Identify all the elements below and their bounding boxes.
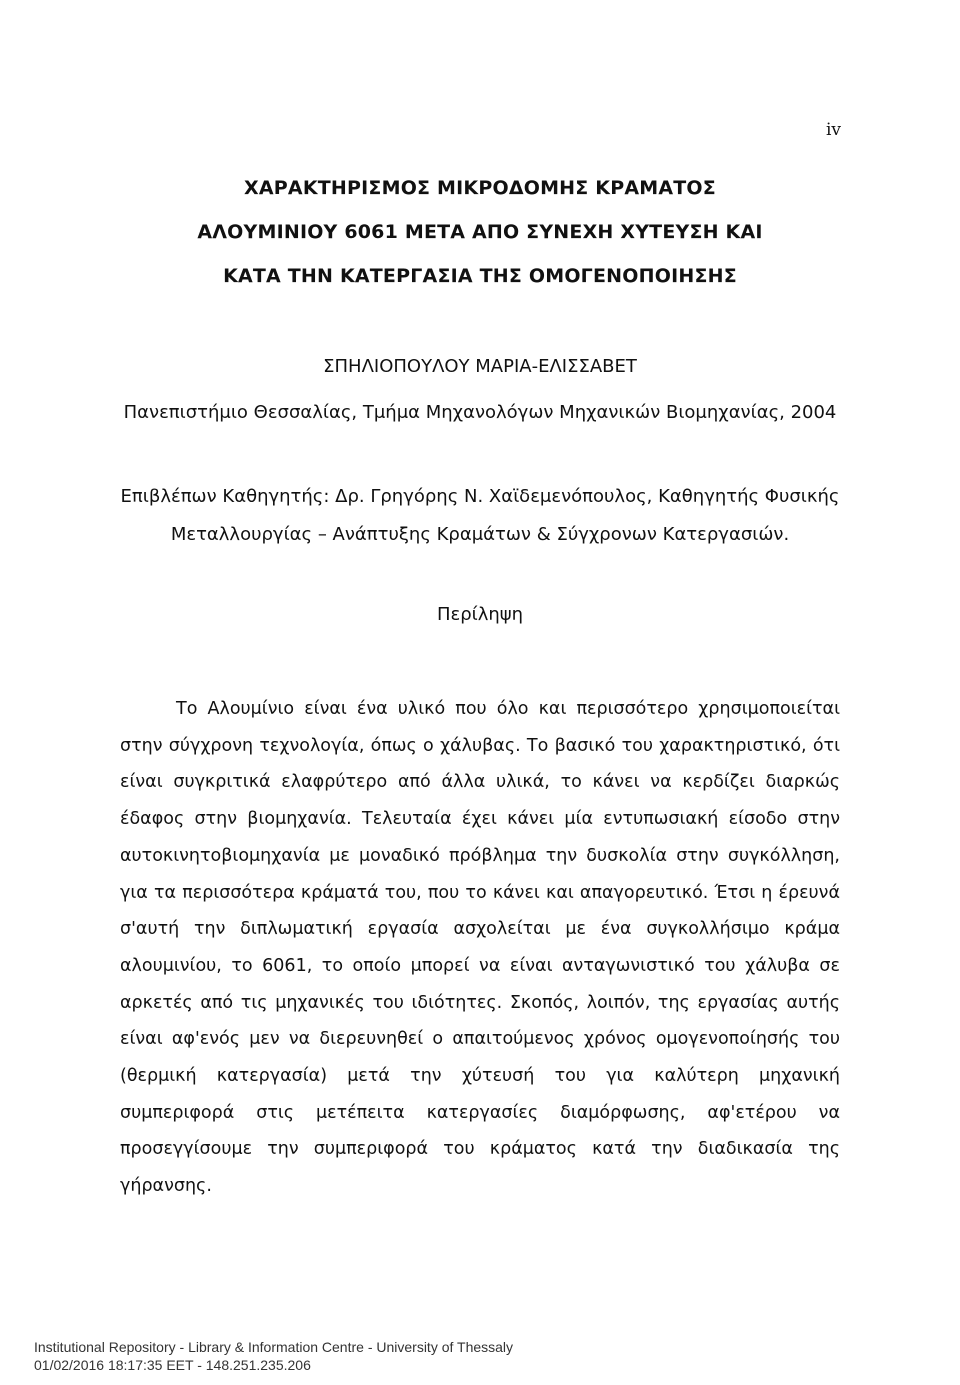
thesis-title xyxy=(120,166,840,298)
title-line-3: ΚΑΤΑ ΤΗΝ ΚΑΤΕΡΓΑΣΙΑ ΤΗΣ ΟΜΟΓΕΝΟΠΟΙΗΣΗΣ xyxy=(223,265,737,287)
footer-timestamp-line: 01/02/2016 18:17:35 EET - 148.251.235.206 xyxy=(34,1357,311,1373)
title-line-1: ΧΑΡΑΚΤΗΡΙΣΜΟΣ ΜΙΚΡΟΔΟΜΗΣ ΚΡΑΜΑΤΟΣ xyxy=(244,177,716,199)
title-line-2: ΑΛΟΥΜΙΝΙΟΥ 6061 ΜΕΤΑ ΑΠΟ ΣΥΝΕΧΗ ΧΥΤΕΥΣΗ ΚΑΙ xyxy=(197,221,763,243)
supervisor-line-2: Μεταλλουργίας – Ανάπτυξης Κραμάτων & Σύγχρονων Κατεργασιών. xyxy=(170,524,790,545)
footer-repository-line: Institutional Repository - Library & Information Centre - University of Thessaly xyxy=(34,1339,514,1355)
supervisor-block xyxy=(100,478,860,554)
abstract-paragraph: Το Αλουμίνιο είναι ένα υλικό που όλο και περισσότερο χρησιμοποιείται στην σύγχρονη τεχνολογία, όπως ο χάλυβας. Το βασικό του χαρακτηριστικό, ότι είναι συγκριτικά ελαφρύτερο από άλλα υλικά, το κάνει να κερδίζει διαρκώς έδαφος στην βιομηχανία. Τελευταία έχει κάνει μία εντυπωσιακή είσοδο στην αυτοκινητοβιομηχανία με μοναδικό πρόβλημα την δυσκολία στην συγκόλληση, για τα περισσότερα κράματά του, που το κάνει και απαγορευτικό. Έτσι η έρευνά σ'αυτή την διπλωματική εργασία ασχολείται με ένα συγκολλήσιμο κράμα αλουμινίου, το 6061, το οποίο μπορεί να είναι ανταγωνιστικό του χάλυβα σε αρκετές από τις μηχανικές του ιδιότητες. Σκοπός, λοιπόν, της εργασίας αυτής είναι αφ'ενός μεν να διερευνηθεί ο απαιτούμενος χρόνος ομογενοποίησής του (θερμική κατεργασία) μετά την χύτευσή του για καλύτερη μηχανική συμπεριφορά στις μετέπειτα κατεργασίες διαμόρφωσης, αφ'ετέρου να προσεγγίσουμε την συμπεριφορά του κράματος κατά την διαδικασία της γήρανσης. xyxy=(120,699,840,1197)
author-name: ΣΠΗΛΙΟΠΟΥΛΟΥ ΜΑΡΙΑ-ΕΛΙΣΣΑΒΕΤ xyxy=(323,356,637,377)
repository-footer xyxy=(34,1338,513,1374)
author-block xyxy=(100,344,860,436)
abstract-heading: Περίληψη xyxy=(436,604,524,625)
supervisor-line-1: Επιβλέπων Καθηγητής: Δρ. Γρηγόρης Ν. Χαϊδεμενόπουλος, Καθηγητής Φυσικής xyxy=(120,486,840,507)
author-affiliation: Πανεπιστήμιο Θεσσαλίας, Τμήμα Μηχανολόγων Μηχανικών Βιομηχανίας, 2004 xyxy=(123,402,837,423)
page-number: iv xyxy=(826,120,842,140)
